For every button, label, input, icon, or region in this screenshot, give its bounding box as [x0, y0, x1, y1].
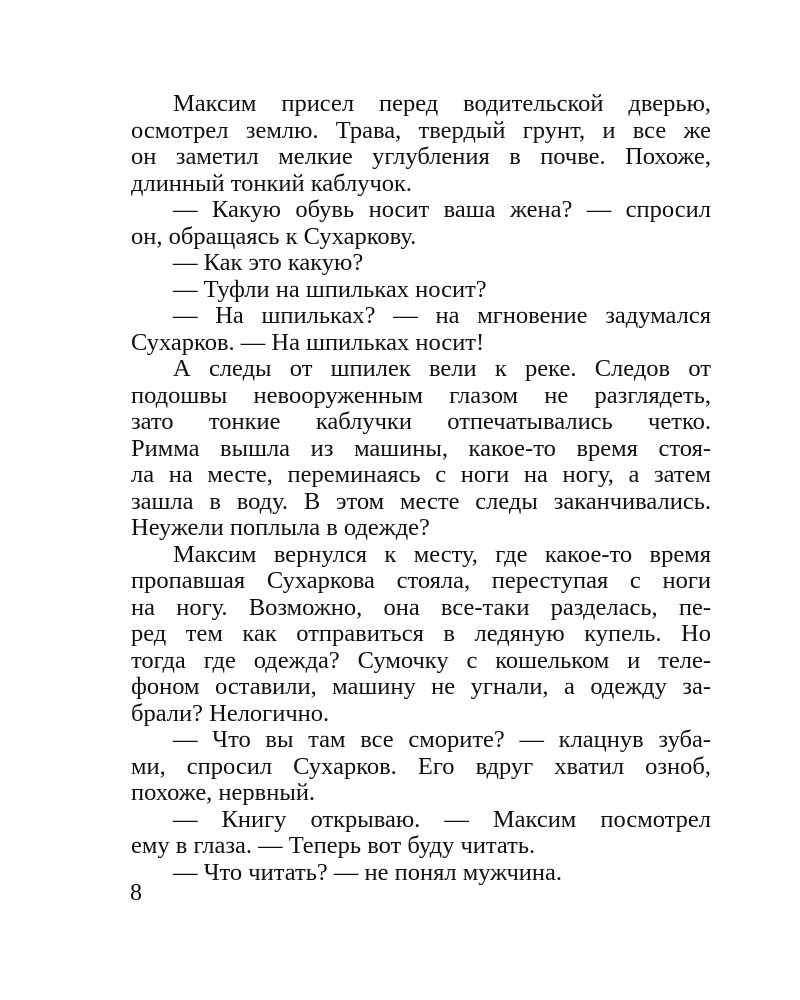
- text-line: подошвы невооруженным глазом не разглядеть,: [131, 381, 711, 409]
- text-line: ла на месте, переминаясь с ноги на ногу, а затем: [131, 461, 711, 488]
- text-line: тогда где одежда? Сумочку с кошельком и теле-: [131, 646, 711, 674]
- text-line: — Как это какую?: [173, 249, 364, 276]
- text-line: Максим вернулся к месту, где какое-то время: [173, 540, 711, 568]
- text-line: зашла в воду. В этом месте следы заканчивались.: [131, 487, 711, 515]
- text-line: — На шпильках? — на мгновение задумался: [173, 302, 711, 329]
- text-line: — Что читать? — не понял мужчина.: [173, 858, 562, 886]
- text-line: пропавшая Сухаркова стояла, переступая с ноги: [131, 567, 711, 594]
- text-line: Максим присел перед водительской дверью,: [173, 90, 711, 117]
- body-text: [131, 91, 711, 886]
- page-number: 8: [130, 880, 142, 906]
- text-line: зато тонкие каблучки отпечатывались четко.: [131, 408, 711, 435]
- text-line: Сухарков. — На шпильках носит!: [131, 328, 485, 356]
- text-line: Римма вышла из машины, какое-то время стоя-: [131, 434, 711, 462]
- text-line: ему в глаза. — Теперь вот буду читать.: [131, 832, 536, 859]
- text-line: ред тем как отправиться в ледяную купель. Но: [131, 620, 711, 647]
- text-line: брали? Нелогично.: [131, 699, 330, 727]
- text-line: Неужели поплыла в одежде?: [131, 514, 430, 541]
- text-line: фоном оставили, машину не угнали, а одежду за-: [131, 673, 711, 700]
- text-line: осмотрел землю. Трава, твердый грунт, и все же: [131, 116, 711, 144]
- text-line: он заметил мелкие углубления в почве. Похоже,: [131, 143, 711, 170]
- text-line: А следы от шпилек вели к реке. Следов от: [173, 355, 711, 382]
- text-line: похоже, нервный.: [131, 779, 316, 806]
- text-line: он, обращаясь к Сухаркову.: [131, 222, 417, 250]
- text-line: — Туфли на шпильках носит?: [173, 275, 487, 303]
- text-line: на ногу. Возможно, она все-таки разделась, пе-: [131, 593, 711, 621]
- text-line: длинный тонкий каблучок.: [131, 169, 413, 197]
- text-line: ми, спросил Сухарков. Его вдруг хватил озноб,: [131, 752, 711, 780]
- text-line: — Что вы там все сморите? — клацнув зуба-: [173, 726, 711, 753]
- text-line: — Книгу открываю. — Максим посмотрел: [173, 805, 711, 833]
- text-line: — Какую обувь носит ваша жена? — спросил: [173, 196, 711, 223]
